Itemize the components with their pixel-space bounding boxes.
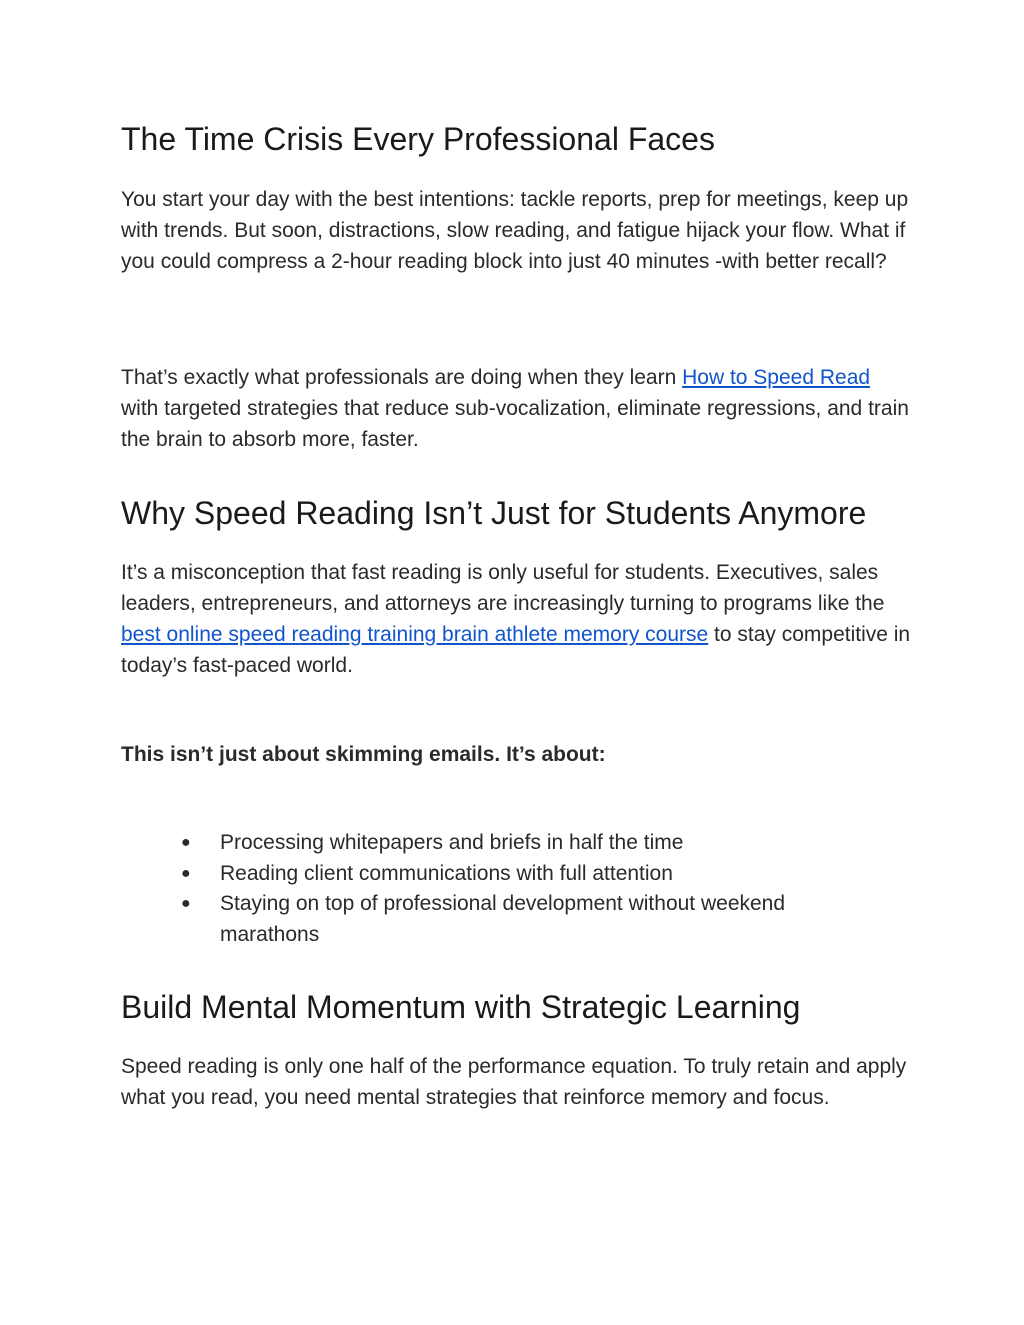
bullet-icon: ●	[181, 895, 191, 912]
list-item	[181, 889, 861, 950]
heading-build-momentum: Build Mental Momentum with Strategic Learning	[121, 989, 801, 1025]
list-item	[181, 828, 861, 859]
list-item-text: Processing whitepapers and briefs in half the time	[220, 831, 684, 854]
paragraph-performance: Speed reading is only one half of the performance equation. To truly retain and apply what you read, you need mental strategies that reinforce memory and focus.	[121, 1055, 907, 1109]
bullet-icon: ●	[181, 864, 191, 882]
paragraph-misconception-text-after: to stay competitive in today’s fast-paced world.	[121, 623, 911, 677]
paragraph-speed-read-text-after: with targeted strategies that reduce sub-vocalization, eliminate regressions, and train the brain to absorb more, faster.	[121, 397, 909, 451]
paragraph-misconception-text-before: It’s a misconception that fast reading is only useful for students. Executives, sales leaders, entrepreneurs, and attorneys are increasingly turning to programs like the	[121, 561, 885, 615]
list-item-text: Staying on top of professional development without weekend marathons	[220, 892, 786, 946]
list-item	[181, 859, 861, 890]
bullet-icon: ●	[181, 834, 191, 851]
paragraph-misconception	[121, 557, 911, 681]
paragraph-intro: You start your day with the best intentions: tackle reports, prep for meetings, keep up with trends. But soon, distractions, slow reading, and fatigue hijack your flow. What if you could compress a 2-hour reading block into just 40 minutes -with better recall?	[121, 188, 909, 273]
speed-reading-course-link[interactable]: best online speed reading training brain athlete memory course	[121, 623, 709, 646]
bold-intro-line: This isn’t just about skimming emails. It’s about:	[121, 743, 606, 766]
paragraph-speed-read-text-before: That’s exactly what professionals are doing when they learn	[121, 366, 683, 389]
heading-why-speed-reading: Why Speed Reading Isn’t Just for Students Anymore	[121, 495, 867, 531]
benefits-list	[181, 828, 861, 950]
paragraph-speed-read	[121, 362, 911, 455]
how-to-speed-read-link[interactable]: How to Speed Read	[682, 366, 871, 389]
list-item-text: Reading client communications with full attention	[220, 861, 673, 885]
heading-time-crisis: The Time Crisis Every Professional Faces	[121, 121, 715, 157]
